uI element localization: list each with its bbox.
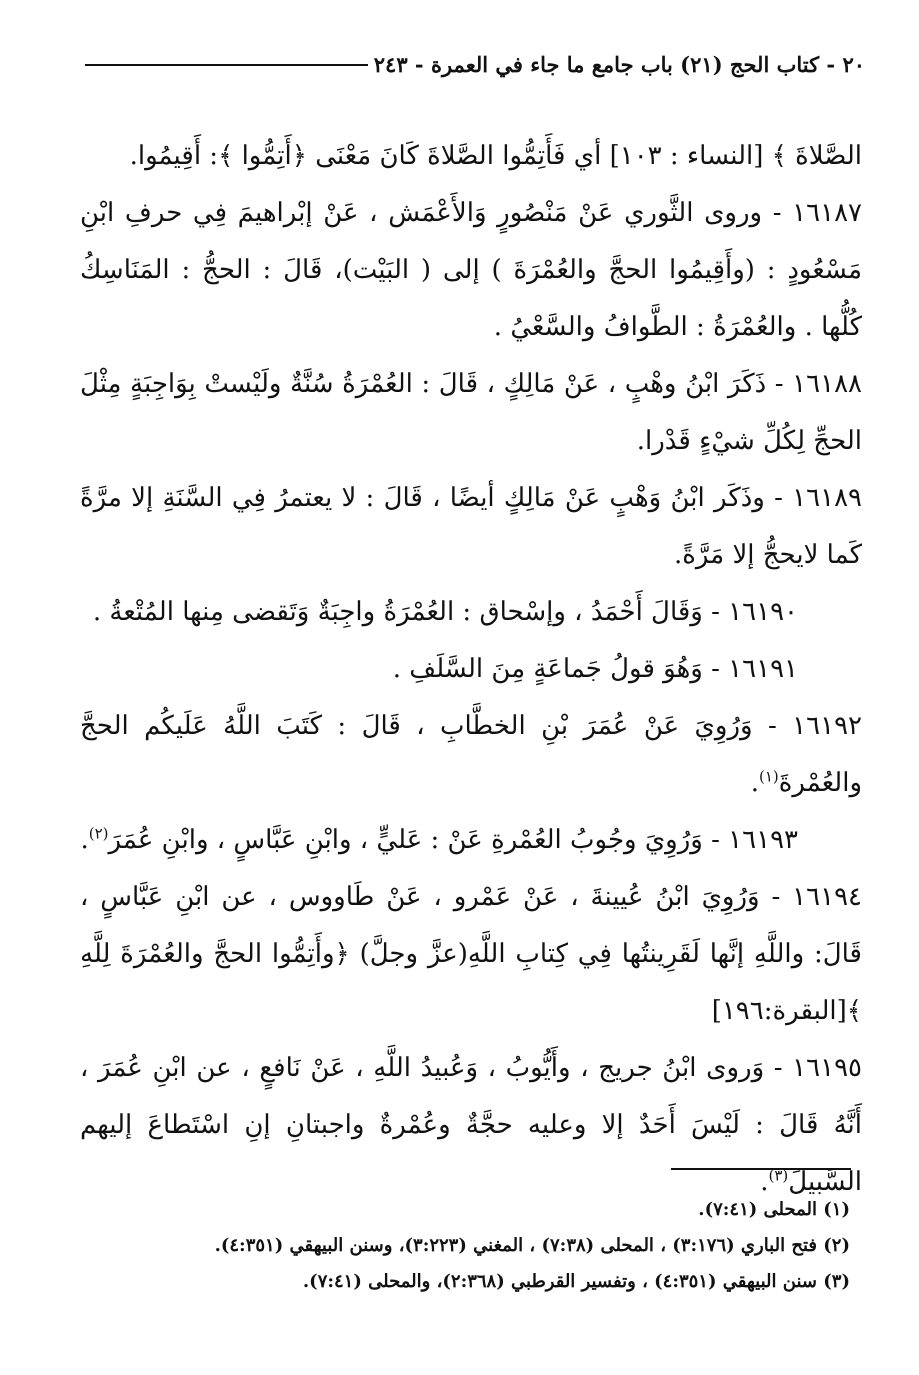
footnote-divider bbox=[671, 1168, 851, 1170]
paragraph: ١٦١٩٣ - وَرُوِيَ وجُوبُ العُمْرةِ عَنْ : عَليٍّ ، وابْنِ عَبَّاسٍ ، وابْنِ عُمَرَ$^{(٢)}$. bbox=[80, 824, 798, 855]
main-text bbox=[80, 128, 862, 1211]
footnote-marker[interactable]: (١) bbox=[758, 767, 779, 786]
paragraph: ١٦١٨٩ - وذَكَر ابْنُ وَهْبٍ عَنْ مَالِكٍ أيضًا ، قَالَ : لا يعتمرُ فِي السَّنَةِ إلا مرَّةً كَما لايحجُّ إلا مَرَّةً. bbox=[80, 483, 862, 570]
header-text: ٢٠ - كتاب الحج (٢١) باب جامع ما جاء في العمرة - ٢٤٣ bbox=[373, 52, 865, 77]
footnote-marker[interactable]: (٢) bbox=[88, 824, 109, 843]
footnote-marker[interactable]: (٣) bbox=[768, 1166, 789, 1185]
footnote-1: (١) المحلى (٧:٤١). bbox=[698, 1199, 850, 1220]
footnotes bbox=[80, 1192, 850, 1300]
header-rule bbox=[85, 64, 368, 66]
paragraph: ١٦١٩٤ - وَرُوِيَ ابْنُ عُيينةَ ، عَنْ عَمْرو ، عَنْ طَاووس ، عن ابْنِ عَبَّاسٍ ، قَالَ: واللَّهِ إنَّها لَقَرِينتُها فِي كِتابِ اللَّهِ(عزَّ وجلَّ) ﴿وأَتِمُّوا الحجَّ والعُمْرَةَ لِلَّهِ ﴾[البقرة:١٩٦] bbox=[80, 882, 862, 1026]
footnote-3: (٣) سنن البيهقي (٤:٣٥١) ، وتفسير القرطبي (٢:٣٦٨)، والمحلى (٧:٤١). bbox=[302, 1271, 850, 1292]
paragraph: ١٦١٩٢ - وَرُوِيَ عَنْ عُمَرَ بْنِ الخطَّابِ ، قَالَ : كَتَبَ اللَّهُ عَلَيكُم الحجَّ والعُمْرةَ$^{(١)}$. bbox=[80, 711, 862, 798]
running-header bbox=[85, 52, 865, 77]
paragraph: الصَّلاةَ ﴾ [النساء : ١٠٣] أي فَأَتِمُّوا الصَّلاةَ كَانَ مَعْنَى ﴿أَتِمُّوا ﴾: أَقِيمُوا. bbox=[129, 141, 862, 171]
paragraph: ١٦١٩١ - وَهُوَ قولُ جَماعَةٍ مِنَ السَّلَفِ . bbox=[392, 654, 798, 684]
footnote-2: (٢) فتح الباري (٣:١٧٦) ، المحلى (٧:٣٨) ، المغني (٣:٢٢٣)، وسنن البيهقي (٤:٣٥١). bbox=[214, 1235, 850, 1256]
paragraph: ١٦١٩٥ - وَروى ابْنُ جريج ، وأَيُّوبُ ، وَعُبيدُ اللَّهِ ، عَنْ نَافعٍ ، عن ابْنِ عُمَرَ ، أَنَّهُ قَالَ : لَيْسَ أَحَدٌ إلا وعليه حجَّةٌ وعُمْرةٌ واجبتانِ إنِ اسْتَطاعَ إليهم السَّبيلَ$^{(٣)}$. bbox=[80, 1053, 862, 1197]
paragraph: ١٦١٨٧ - وروى الثَّوري عَنْ مَنْصُورٍ وَالأَعْمَش ، عَنْ إبْراهيمَ فِي حرفِ ابْنِ مَسْعُودٍ : (وأَقِيمُوا الحجَّ والعُمْرَةَ ) إلى ( البَيْت)، قَالَ : الحجُّ : المَنَاسِكُ كُلُّها . والعُمْرَةُ : الطَّوافُ والسَّعْيُ . bbox=[80, 198, 862, 342]
paragraph: ١٦١٨٨ - ذَكَرَ ابْنُ وهْبٍ ، عَنْ مَالِكٍ ، قَالَ : العُمْرَةُ سُنَّةٌ ولَيْستْ بِوَاجِبَةٍ مِثْلَ الحجِّ لِكُلِّ شيْءٍ قَدْرا. bbox=[80, 369, 862, 456]
paragraph: ١٦١٩٠ - وَقَالَ أَحْمَدُ ، وإسْحاق : العُمْرَةُ واجِبَةٌ وَتَقضى مِنها المُتْعةُ . bbox=[92, 597, 798, 627]
